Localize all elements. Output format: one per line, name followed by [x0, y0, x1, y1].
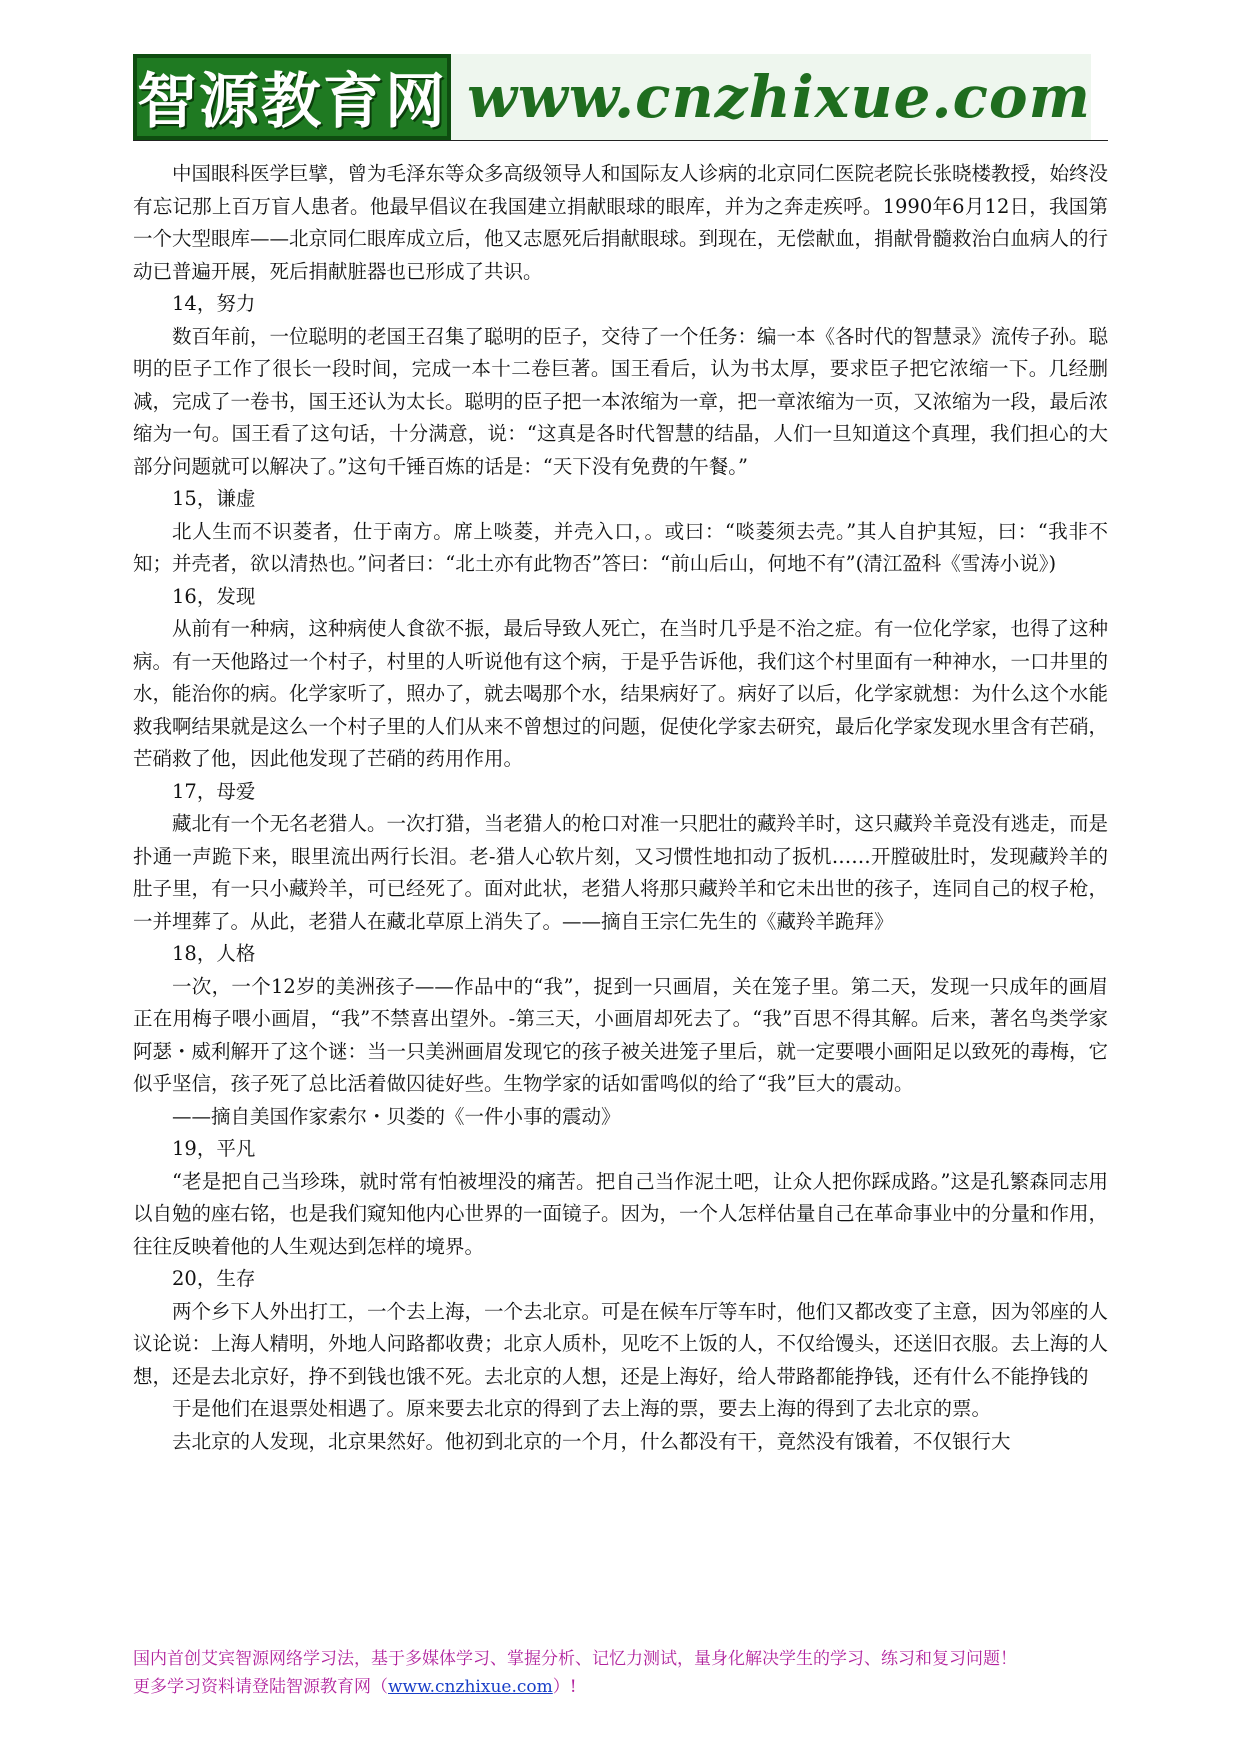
paragraph: 北人生而不识菱者，仕于南方。席上啖菱，并壳入口，。或曰：“啖菱须去壳。”其人自护其短，曰：“我非不知；并壳者，欲以清热也。”问者曰：“北土亦有此物否”答曰：“前山后山，何地不有”(清江盈科《雪涛小说》): [133, 519, 1108, 575]
section-heading: 17，母爱: [172, 779, 256, 803]
section-heading: 18，人格: [172, 942, 256, 965]
document-body: [133, 158, 1108, 1458]
footer-link-prefix: 更多学习资料请登陆智源教育网（: [133, 1677, 388, 1697]
site-link[interactable]: www.cnzhixue.com: [388, 1677, 553, 1697]
citation: ——摘自美国作家索尔・贝娄的《一件小事的震动》: [172, 1104, 621, 1128]
paragraph: 藏北有一个无名老猎人。一次打猎，当老猎人的枪口对准一只肥壮的藏羚羊时，这只藏羚羊竟没有逃走，而是扑通一声跪下来，眼里流出两行长泪。老-猎人心软片刻，又习惯性地扣动了扳机……开膛破肚时，发现藏羚羊的肚子里，有一只小藏羚羊，可已经死了。面对此状，老猎人将那只藏羚羊和它未出世的孩子，连同自己的杈子枪，一并埋葬了。从此，老猎人在藏北草原上消失了。——摘自王宗仁先生的《藏羚羊跪拜》: [133, 812, 1109, 933]
section-heading: 14，努力: [172, 292, 256, 315]
footer-link-suffix: ）!: [552, 1677, 577, 1697]
section-heading: 15，谦虚: [172, 487, 256, 510]
paragraph: 于是他们在退票处相遇了。原来要去北京的得到了去上海的票，要去上海的得到了去北京的票。: [172, 1397, 992, 1420]
paragraph: 数百年前，一位聪明的老国王召集了聪明的臣子，交待了一个任务：编一本《各时代的智慧录》流传子孙。聪明的臣子工作了很长一段时间，完成一本十二卷巨著。国王看后，认为书太厚，要求臣子把它浓缩一下。几经删减，完成了一卷书，国王还认为太长。聪明的臣子把一本浓缩为一章，把一章浓缩为一页，又浓缩为一段，最后浓缩为一句。国王看了这句话，十分满意，说：“这真是各时代智慧的结晶，人们一旦知道这个真理，我们担心的大部分问题就可以解决了。”这句千锤百炼的话是：“天下没有免费的午餐。”: [133, 324, 1109, 478]
section-heading: 19，平凡: [172, 1137, 256, 1160]
paragraph: 两个乡下人外出打工，一个去上海，一个去北京。可是在候车厅等车时，他们又都改变了主意，因为邻座的人议论说：上海人精明，外地人问路都收费；北京人质朴，见吃不上饭的人，不仅给馒头，还送旧衣服。去上海的人想，还是去北京好，挣不到钱也饿不死。去北京的人想，还是上海好，给人带路都能挣钱，还有什么不能挣钱的: [133, 1299, 1109, 1388]
footer-link-line: [133, 1673, 1108, 1701]
page-footer: [133, 1645, 1108, 1701]
site-banner: [133, 54, 1091, 140]
footer-promo-line: 国内首创艾宾智源网络学习法，基于多媒体学习、掌握分析、记忆力测试，量身化解决学生的学习、练习和复习问题！: [133, 1649, 1017, 1669]
section-heading: 16，发现: [172, 584, 256, 608]
logo-text: 智源教育网: [137, 67, 447, 137]
paragraph: “老是把自己当珍珠，就时常有怕被埋没的痛苦。把自己当作泥土吧，让众人把你踩成路。”这是孔繁森同志用以自勉的座右铭，也是我们窥知他内心世界的一面镜子。因为，一个人怎样估量自己在革命事业中的分量和作用，往往反映着他的人生观达到怎样的境界。: [133, 1169, 1109, 1258]
paragraph: 一次，一个12岁的美洲孩子——作品中的“我”，捉到一只画眉，关在笼子里。第二天，发现一只成年的画眉正在用梅子喂小画眉，“我”不禁喜出望外。-第三天，小画眉却死去了。“我”百思不得其解。后来，著名鸟类学家阿瑟・威利解开了这个谜：当一只美洲画眉发现它的孩子被关进笼子里后，就一定要喂小画阳足以致死的毒梅，它似乎坚信，孩子死了总比活着做囚徒好些。生物学家的话如雷鸣似的给了“我”巨大的震动。: [133, 974, 1109, 1095]
site-url-text: www.cnzhixue.com: [467, 63, 1091, 131]
paragraph: 从前有一种病，这种病使人食欲不振，最后导致人死亡，在当时几乎是不治之症。有一位化学家，也得了这种病。有一天他路过一个村子，村里的人听说他有这个病，于是乎告诉他，我们这个村里面有一种神水，一口井里的水，能治你的病。化学家听了，照办了，就去喝那个水，结果病好了。病好了以后，化学家就想：为什么这个水能救我啊结果就是这么一个村子里的人们从来不曾想过的问题，促使化学家去研究，最后化学家发现水里含有芒硝，芒硝救了他，因此他发现了芒硝的药用作用。: [133, 617, 1109, 770]
paragraph: 中国眼科医学巨擘，曾为毛泽东等众多高级领导人和国际友人诊病的北京同仁医院老院长张晓楼教授，始终没有忘记那上百万盲人患者。他最早倡议在我国建立捐献眼球的眼库，并为之奔走疾呼。1990年6月12日，我国第一个大型眼库——北京同仁眼库成立后，他又志愿死后捐献眼球。到现在，无偿献血，捐献骨髓救治白血病人的行动已普遍开展，死后捐献脏器也已形成了共识。: [133, 162, 1109, 283]
site-logo: [133, 54, 451, 140]
paragraph: 去北京的人发现，北京果然好。他初到北京的一个月，什么都没有干，竟然没有饿着，不仅银行大: [172, 1429, 1011, 1453]
site-url-banner: [451, 54, 1091, 140]
header-divider: [133, 140, 1108, 141]
section-heading: 20，生存: [172, 1267, 256, 1290]
